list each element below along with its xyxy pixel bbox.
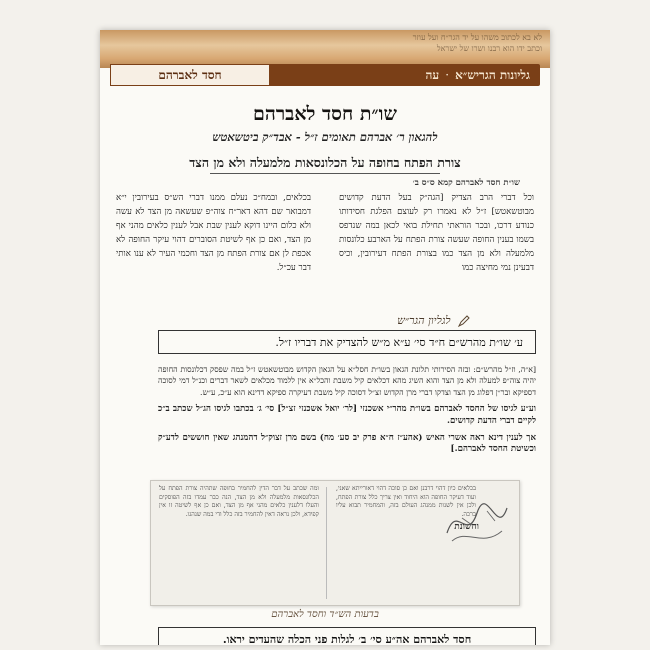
signature-icon (437, 493, 517, 553)
running-head-right: גליונות הגריש״א · עה (425, 67, 530, 82)
quote-box: ע׳ שו״ת מהרש״ם ח״ד סי׳ ע״א מ״ש להצדיק את דבריו ז״ל. (158, 330, 536, 354)
excerpt-side-label: וחשונת (454, 522, 479, 532)
pen-icon (458, 315, 470, 327)
source-line: שו״ת חסד לאברהם קמא ס״ס ב׳ (412, 178, 520, 188)
commentary-paragraph: אך לענין דינא ראה אשרי האיש (אהע״ז ח״א פרק יב סע׳ מח) בשם מרן זצוק״ל דהמנהג שאין חוששים לדע״ק וכשיטת החסד לאברהם.] (158, 433, 536, 455)
page-subtitle: להגאון ר׳ אברהם תאומים ז״ל - אבד״ק ביטשאטש (212, 130, 438, 144)
handwritten-note-bottom: בדעות הש״ד וחסד לאברהם (271, 609, 379, 620)
running-header (110, 64, 540, 86)
running-head-title: גליונות הגריש״א (455, 67, 530, 82)
section-heading: צורת הפתח בחופה על הכלונסאות מלמעלה ולא מן הצד (189, 155, 461, 170)
text-column-right: וכל דברי הרב הצדיק [הגה״ק בעל הדעת קדושים מבוטשאטש] ז״ל לא נאמרו רק לעוצם הפלגת חסידותו כנודע דרכו, ובכר הוראתי תחילת בואי לכאן במה שנדפס בשמו בענין החופה שעשה צורת הפתח על הארבע כלונסות מלמעלה ולא מן הצד כמו בצורת הפתח דעירובין, וכיס דבעינן נמי מחיצה כמו (339, 193, 534, 273)
book-page (100, 30, 550, 645)
page-number: עה (425, 67, 440, 82)
scroll-background-text: לא בא לכתוב משהו על יד הגר״ח ועל עוזר וכתב ידו הוא רבנו ושרו של ישראל (412, 33, 542, 53)
excerpt-column-left: ומה שכתב על דבר הדין להחמיר בחופה שתהיה צורת הפתח על הכלונסאות מלמעלה ולא מן הצד, הנה כבר עמדו בזה הפוסקים והעלו דלענין כלאים מהני אף מן הצד, ואם כן אף לשיטה זו אין קפידא, ולכן נראה דאין להחמיר בזה כלל ודי במה שנהגו. (159, 485, 319, 518)
commentary-paragraph: וע״ע לגיסו של החסד לאברהם בשו״ת מהר״י אשכנזי [לר׳ יואל אשכנזי זצ״ל] סי׳ ג׳ בכתבו לגיסו הג״ל שכתב ב״כ לקיים דברי הדעת קדושים. (158, 404, 536, 426)
commentary (158, 364, 536, 466)
scanned-excerpt (150, 480, 520, 606)
excerpt-gutter (326, 487, 327, 599)
page-title: שו״ת חסד לאברהם (253, 103, 397, 125)
handwritten-note-top: לגליון הגר״ש (397, 314, 470, 327)
section-divider (210, 173, 440, 174)
bottom-quote-box: חסד לאברהם אה״ע סי׳ ב׳ לגלות פני הכלה שהעדים יראו. (158, 627, 536, 645)
excerpt-column-right: בכלאים כיון דהוי דרבנן ואם כן סוכה דהוי דאורייתא שאני, ועוד דעיקר החופה הוא היחוד ואין צריך כלל צורת הפתח, ולכן אין לשנות ממנהג העולם בזה, והמחמיר תבוא עליו ברכה. (336, 485, 476, 518)
commentary-paragraph: [א״ה, וז״ל מהרש״ם: ובזה הסירותי תלונת הגאון בשו״ת חסל״א על הגאון הקדוש מבוטשאטש ז״ל במה שפסק דכלונסות החופה יהיה צוה״פ למעלה ולא מן הצד והוא השיג מהא דכלאים קיל משבת והכל״א אין ללמוד מכלאים לשאר דברים וכנ״ל דמי לסוכה דספיקא ובר״ן דפלוג מן הצד וצדקו דברי מרן הקדוש זצ״ל דסוכה קיל משבת דעיקרה ספיקא דדינא הוא ע״כ, ע״ש. (158, 365, 536, 397)
running-head-left: חסד לאברהם (110, 64, 270, 86)
text-column-left: בכלאים, ובמח״כ נעלם ממנו דברי הש״ס בעירובין י״א דמבואר שם דהא דאר״ח צוה״פ שעשאה מן הצד לא עשה ולא כלום היינו דוקא לענין שבת אבל לענין כלאים מהני אף מן הצד, ואם כן אף לשיטת הסוברים דהוי עיקר החופה לא אכפת לן אם צורת הפתח מן הצד וחכמי העיר לא ענו אותי דבר עכ״ל. (116, 193, 311, 273)
decorative-scroll-header (100, 30, 550, 68)
